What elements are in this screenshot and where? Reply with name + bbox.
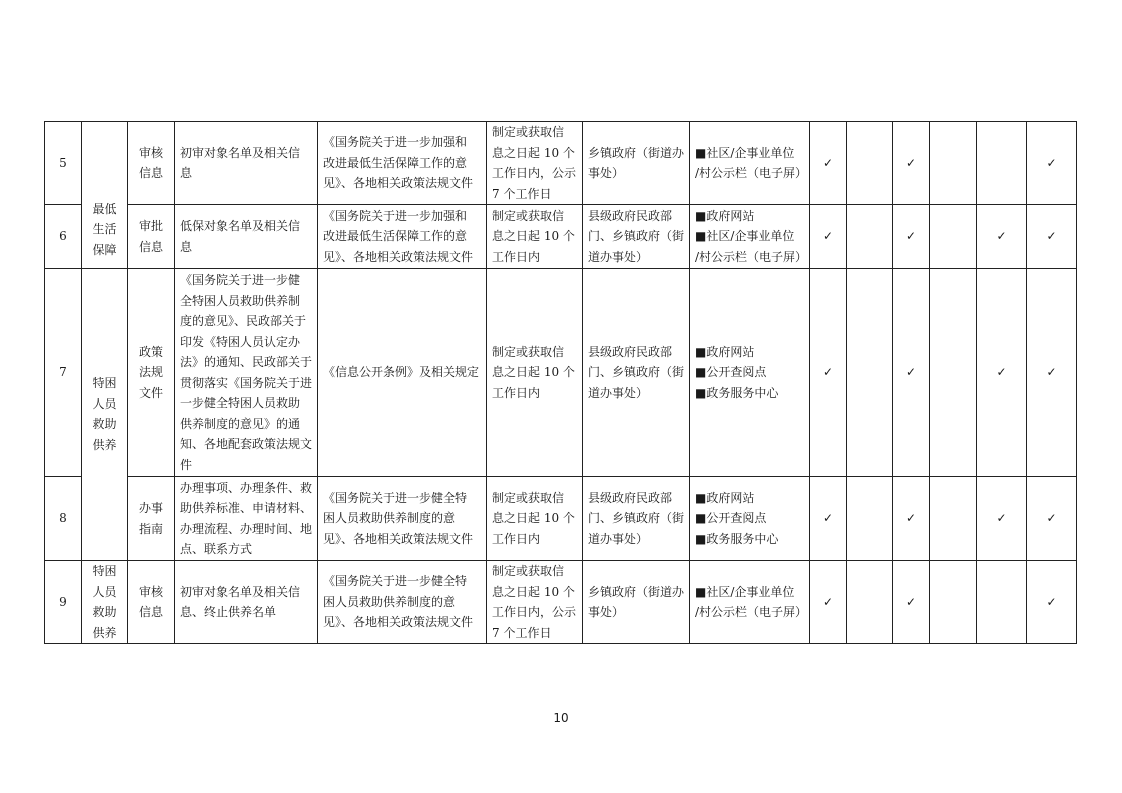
- time-cell-line: 工作日内，公示: [492, 605, 577, 619]
- subject-cell-line: 道办事处）: [588, 531, 649, 546]
- subject-cell-line: 门、乡镇政府（街: [588, 511, 685, 526]
- subject-cell: [583, 122, 690, 205]
- item-cell-line: 文件: [138, 385, 163, 400]
- item-cell-line: 指南: [138, 521, 163, 536]
- item-cell-line: 审核: [138, 145, 163, 160]
- table-row: [45, 269, 1077, 477]
- time-cell-line: 息之日起 10 个: [492, 511, 575, 526]
- item-cell-line: 办事: [138, 501, 163, 515]
- basis-cell: [318, 561, 487, 644]
- content-cell-line: 全特困人员救助供养制: [180, 293, 301, 308]
- subject-cell-line: 门、乡镇政府（街: [588, 229, 685, 244]
- check-mark-icon: ✓: [893, 477, 930, 561]
- basis-cell: [318, 477, 487, 561]
- check-mark-icon: ✓: [1027, 477, 1077, 561]
- item-cell-line: 信息: [138, 166, 163, 180]
- time-cell: [487, 122, 583, 205]
- subject-cell-line: 道办事处）: [588, 249, 649, 264]
- basis-cell-line: 见》、各地相关政策法规文件: [323, 531, 474, 546]
- channel-cell-line: ■政务服务中心: [695, 531, 779, 546]
- channel-cell: [690, 205, 810, 269]
- table-row: [45, 561, 1077, 644]
- check-mark-icon: ✓: [977, 205, 1027, 269]
- row-number: 7: [45, 269, 82, 477]
- empty-check-cell: [847, 561, 893, 644]
- time-cell-line: 制定或获取信: [492, 564, 565, 578]
- check-mark-icon: ✓: [893, 205, 930, 269]
- check-mark-icon: ✓: [893, 269, 930, 477]
- item-cell-line: 政策: [138, 344, 163, 359]
- content-cell-line: 办理流程、办理时间、地: [180, 521, 313, 536]
- category-cell: [82, 122, 128, 269]
- category-cell-line: 保障: [92, 242, 117, 257]
- channel-cell-line: ■政府网站: [695, 208, 755, 223]
- check-mark-icon: ✓: [810, 269, 847, 477]
- empty-check-cell: [930, 269, 977, 477]
- content-cell-line: 度的意见》、民政部关于: [180, 314, 307, 328]
- time-cell-line: 7 个工作日: [492, 625, 552, 640]
- content-cell: [175, 561, 318, 644]
- time-cell-line: 息之日起 10 个: [492, 365, 575, 380]
- item-cell-line: 审批: [138, 219, 163, 233]
- item-cell: [128, 205, 175, 269]
- channel-cell: [690, 269, 810, 477]
- category-cell-line: 供养: [92, 437, 117, 452]
- subject-cell-line: 县级政府民政部: [588, 490, 673, 505]
- time-cell-line: 制定或获取信: [492, 208, 565, 223]
- content-cell-line: 《国务院关于进一步健: [180, 273, 301, 287]
- basis-cell-line: 《国务院关于进一步加强和: [323, 208, 468, 223]
- category-cell-line: 最低: [92, 201, 117, 216]
- row-number: 5: [45, 122, 82, 205]
- item-cell-line: 审核: [138, 584, 163, 599]
- time-cell-line: 工作日内: [492, 531, 541, 546]
- basis-cell-line: 《国务院关于进一步健全特: [323, 574, 468, 589]
- empty-check-cell: [847, 205, 893, 269]
- table-row: [45, 122, 1077, 205]
- disclosure-table: [44, 121, 1077, 644]
- check-mark-icon: ✓: [1027, 269, 1077, 477]
- time-cell-line: 工作日内: [492, 385, 541, 400]
- empty-check-cell: [847, 122, 893, 205]
- basis-cell-line: 困人员救助供养制度的意: [323, 594, 456, 609]
- category-cell-line: 特困: [92, 376, 117, 390]
- subject-cell-line: 门、乡镇政府（街: [588, 365, 685, 380]
- content-cell-line: 件: [180, 457, 193, 472]
- content-cell-line: 初审对象名单及相关信: [180, 145, 301, 160]
- basis-cell-line: 改进最低生活保障工作的意: [323, 155, 468, 170]
- content-cell: [175, 269, 318, 477]
- content-cell-line: 贯彻落实《国务院关于进: [180, 375, 313, 390]
- item-cell: [128, 269, 175, 477]
- channel-cell-line: ■政务服务中心: [695, 385, 779, 400]
- empty-check-cell: [930, 205, 977, 269]
- subject-cell: [583, 561, 690, 644]
- check-mark-icon: ✓: [810, 477, 847, 561]
- subject-cell-line: 县级政府民政部: [588, 208, 673, 223]
- time-cell-line: 制定或获取信: [492, 490, 565, 505]
- content-cell: [175, 477, 318, 561]
- content-cell-line: 低保对象名单及相关信: [180, 219, 301, 233]
- basis-cell-line: 困人员救助供养制度的意: [323, 511, 456, 526]
- empty-check-cell: [847, 477, 893, 561]
- row-number: 9: [45, 561, 82, 644]
- channel-cell-line: /村公示栏（电子屏）: [695, 249, 808, 264]
- empty-check-cell: [847, 269, 893, 477]
- channel-cell-line: ■公开查阅点: [695, 365, 767, 380]
- time-cell: [487, 269, 583, 477]
- time-cell-line: 工作日内: [492, 249, 541, 264]
- basis-cell-line: 见》、各地相关政策法规文件: [323, 615, 474, 630]
- content-cell-line: 点、联系方式: [180, 542, 253, 556]
- channel-cell: [690, 122, 810, 205]
- item-cell-line: 信息: [138, 239, 163, 254]
- check-mark-icon: ✓: [810, 561, 847, 644]
- subject-cell-line: 事处）: [588, 605, 625, 619]
- check-mark-icon: ✓: [893, 561, 930, 644]
- empty-check-cell: [930, 122, 977, 205]
- channel-cell-line: ■社区/企事业单位: [695, 145, 795, 160]
- channel-cell: [690, 561, 810, 644]
- category-cell-line: 救助: [92, 605, 117, 619]
- time-cell: [487, 561, 583, 644]
- content-cell-line: 初审对象名单及相关信: [180, 584, 301, 599]
- category-cell: [82, 561, 128, 644]
- content-cell-line: 一步健全特困人员救助: [180, 396, 301, 410]
- content-cell-line: 息: [180, 239, 193, 254]
- time-cell-line: 息之日起 10 个: [492, 229, 575, 244]
- basis-cell-line: 见》、各地相关政策法规文件: [323, 176, 474, 191]
- content-cell-line: 息: [180, 166, 193, 180]
- category-cell-line: 人员: [92, 396, 117, 411]
- time-cell-line: 息之日起 10 个: [492, 584, 575, 599]
- check-mark-icon: ✓: [1027, 122, 1077, 205]
- item-cell-line: 信息: [138, 605, 163, 619]
- check-mark-icon: ✓: [1027, 205, 1077, 269]
- channel-cell-line: ■公开查阅点: [695, 511, 767, 526]
- subject-cell-line: 事处）: [588, 166, 625, 180]
- content-cell-line: 办理事项、办理条件、救: [180, 480, 313, 495]
- row-number: 8: [45, 477, 82, 561]
- content-cell-line: 供养制度的意见》的通: [180, 416, 301, 431]
- page-number: 10: [553, 711, 569, 725]
- check-mark-icon: ✓: [810, 122, 847, 205]
- empty-check-cell: [930, 477, 977, 561]
- check-mark-icon: ✓: [977, 477, 1027, 561]
- category-cell-line: 人员: [92, 584, 117, 599]
- time-cell: [487, 205, 583, 269]
- basis-cell: [318, 122, 487, 205]
- content-cell-line: 助供养标准、申请材料、: [180, 501, 313, 515]
- basis-cell-line: 《信息公开条例》及相关规定: [323, 365, 480, 380]
- check-mark-icon: ✓: [893, 122, 930, 205]
- time-cell-line: 工作日内，公示: [492, 166, 577, 180]
- time-cell-line: 息之日起 10 个: [492, 145, 575, 160]
- subject-cell-line: 乡镇政府（街道办: [588, 584, 685, 599]
- basis-cell-line: 《国务院关于进一步加强和: [323, 135, 468, 150]
- basis-cell: [318, 205, 487, 269]
- channel-cell-line: /村公示栏（电子屏）: [695, 166, 808, 180]
- content-cell: [175, 205, 318, 269]
- content-cell-line: 法》的通知、民政部关于: [180, 355, 313, 369]
- time-cell-line: 7 个工作日: [492, 186, 552, 201]
- content-cell-line: 印发《特困人员认定办: [180, 334, 301, 349]
- channel-cell-line: ■社区/企事业单位: [695, 229, 795, 244]
- category-cell-line: 供养: [92, 625, 117, 640]
- category-cell-line: 特困: [92, 564, 117, 578]
- subject-cell: [583, 269, 690, 477]
- category-cell: [82, 269, 128, 561]
- category-cell-line: 生活: [92, 222, 117, 236]
- empty-check-cell: [930, 561, 977, 644]
- time-cell-line: 制定或获取信: [492, 344, 565, 359]
- item-cell: [128, 561, 175, 644]
- time-cell: [487, 477, 583, 561]
- category-cell-line: 救助: [92, 417, 117, 431]
- check-mark-icon: ✓: [810, 205, 847, 269]
- row-number: 6: [45, 205, 82, 269]
- subject-cell-line: 乡镇政府（街道办: [588, 145, 685, 160]
- channel-cell-line: ■社区/企事业单位: [695, 584, 795, 599]
- table-row: [45, 477, 1077, 561]
- channel-cell-line: ■政府网站: [695, 490, 755, 505]
- table-row: [45, 205, 1077, 269]
- item-cell-line: 法规: [138, 365, 163, 380]
- item-cell: [128, 122, 175, 205]
- check-mark-icon: ✓: [977, 269, 1027, 477]
- channel-cell-line: ■政府网站: [695, 344, 755, 359]
- basis-cell-line: 《国务院关于进一步健全特: [323, 490, 468, 505]
- subject-cell-line: 道办事处）: [588, 385, 649, 400]
- channel-cell: [690, 477, 810, 561]
- item-cell: [128, 477, 175, 561]
- subject-cell-line: 县级政府民政部: [588, 344, 673, 359]
- time-cell-line: 制定或获取信: [492, 125, 565, 139]
- check-mark-icon: ✓: [1027, 561, 1077, 644]
- basis-cell-line: 改进最低生活保障工作的意: [323, 229, 468, 244]
- subject-cell: [583, 205, 690, 269]
- basis-cell-line: 见》、各地相关政策法规文件: [323, 249, 474, 264]
- subject-cell: [583, 477, 690, 561]
- content-cell: [175, 122, 318, 205]
- basis-cell: [318, 269, 487, 477]
- content-cell-line: 知、各地配套政策法规文: [180, 437, 313, 451]
- empty-check-cell: [977, 561, 1027, 644]
- content-cell-line: 息、终止供养名单: [180, 605, 277, 619]
- channel-cell-line: /村公示栏（电子屏）: [695, 605, 808, 619]
- empty-check-cell: [977, 122, 1027, 205]
